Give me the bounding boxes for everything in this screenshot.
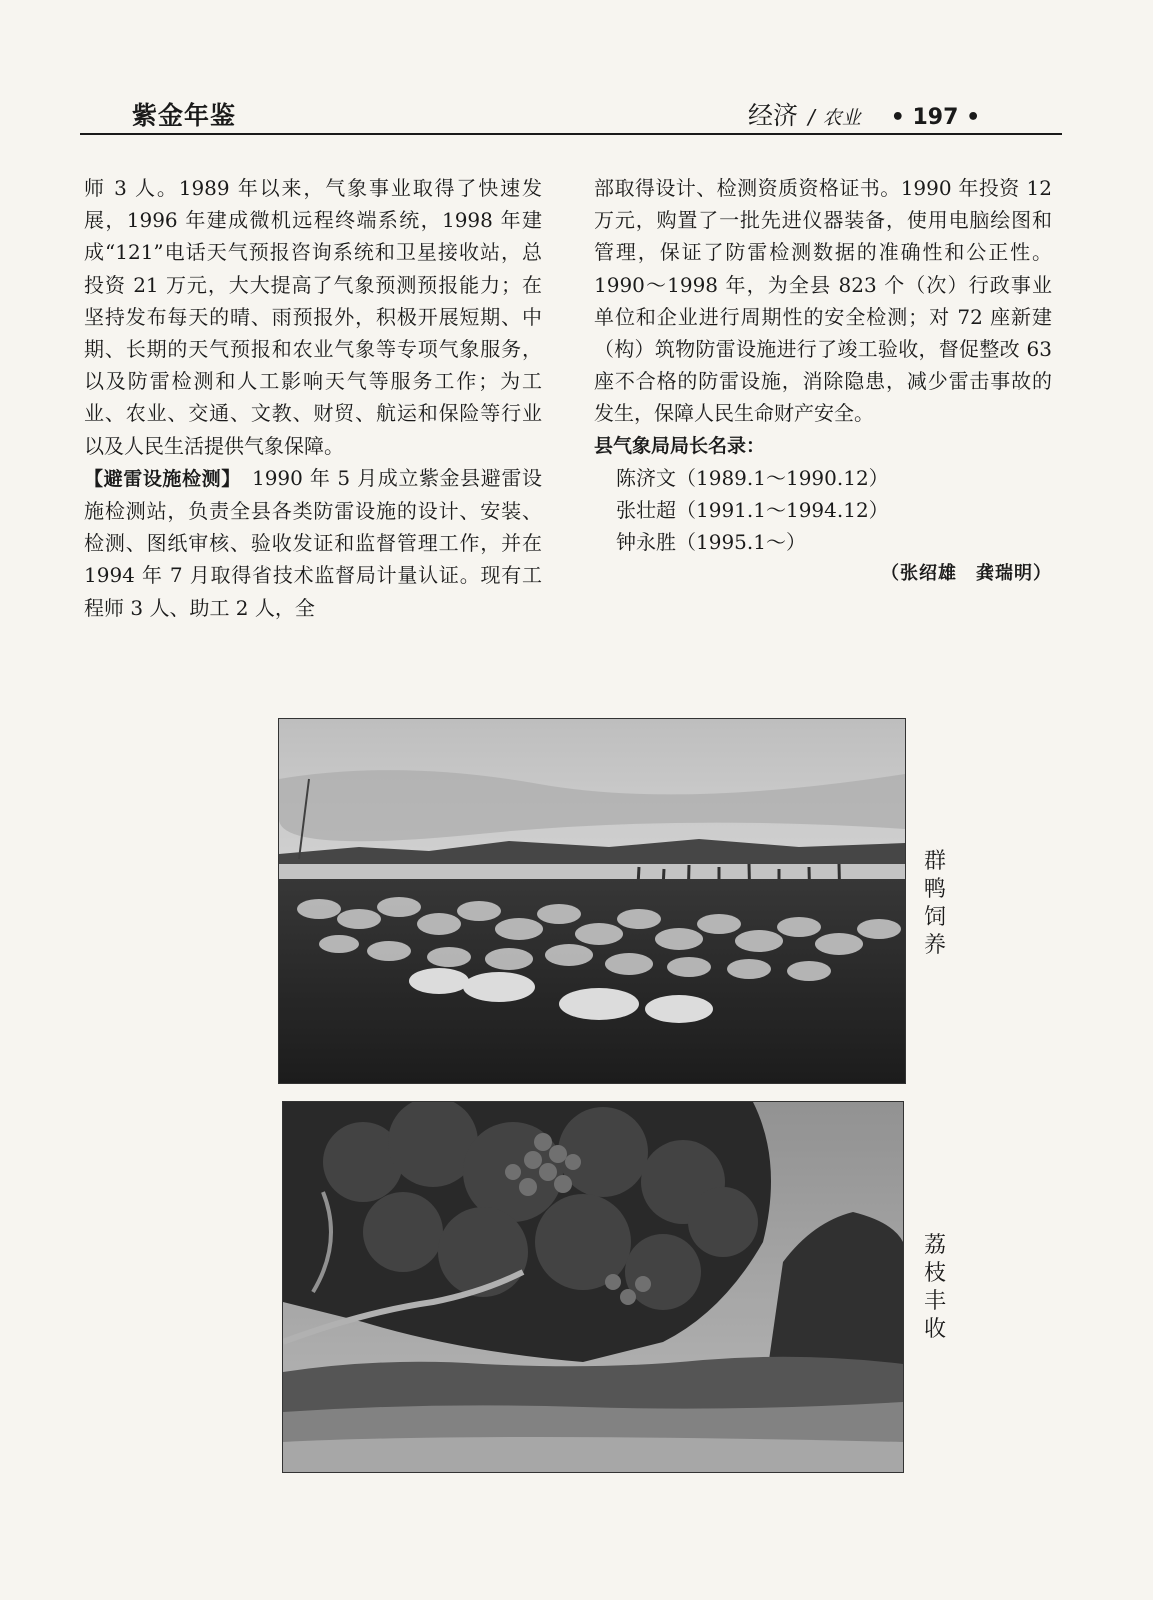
director-entry: 钟永胜（1995.1～） bbox=[616, 530, 806, 555]
header-section bbox=[748, 96, 980, 132]
paragraph bbox=[84, 462, 542, 624]
paragraph-text: 1990 年 5 月成立紫金县避雷设施检测站，负责全县各类防雷设施的设计、安装、检测、图纸审核、验收发证和监督管理工作，并在 1994 年 7 月取得省技术监督局计量认证。现有工程师 3 人、助工 2 人，全 bbox=[84, 465, 542, 620]
header-book-title: 紫金年鉴 bbox=[132, 101, 237, 130]
duck-farming-photo bbox=[278, 718, 906, 1084]
left-column bbox=[84, 172, 542, 624]
director-entry: 陈济文（1989.1～1990.12） bbox=[616, 465, 889, 490]
duck-photo-caption: 群鸭饲养 bbox=[923, 849, 946, 958]
header-rule bbox=[80, 133, 1062, 135]
header-section-name: 经济 bbox=[748, 101, 799, 130]
lychee-harvest-photo bbox=[282, 1101, 904, 1473]
header-separator: / bbox=[808, 105, 815, 129]
page-number: • 197 • bbox=[890, 105, 981, 130]
director-entry: 张壮超（1991.1～1994.12） bbox=[616, 498, 889, 523]
right-column bbox=[594, 172, 1052, 591]
paragraph: 部取得设计、检测资质资格证书。1990 年投资 12 万元，购置了一批先进仪器装备，使用电脑绘图和管理，保证了防雷检测数据的准确性和公正性。1990～1998 年，为全县 823 个（次）行政事业单位和企业进行周期性的安全检测；对 72 座新建（构）筑物防雷设施进行了竣工验收，督促整改 63 座不合格的防雷设施，消除隐患，减少雷击事故的发生，保障人民生命财产安全。 bbox=[594, 176, 1052, 426]
author-credit: （张绍雄 龚瑞明） bbox=[881, 563, 1052, 585]
paragraph: 师 3 人。1989 年以来，气象事业取得了快速发展，1996 年建成微机远程终端系统，1998 年建成“121”电话天气预报咨询系统和卫星接收站，总投资 21 万元，大大提高了气象预测预报能力；在坚持发布每天的晴、雨预报外，积极开展短期、中期、长期的天气预报和农业气象等专项气象服务，以及防雷检测和人工影响天气等服务工作；为工业、农业、交通、文教、财贸、航运和保险等行业以及人民生活提供气象保障。 bbox=[84, 176, 542, 458]
header-subsection: 农业 bbox=[822, 107, 861, 129]
directors-list-title: 县气象局局长名录： bbox=[594, 434, 766, 457]
section-heading: 【避雷设施检测】 bbox=[84, 467, 232, 490]
lychee-photo-caption: 荔枝丰收 bbox=[923, 1233, 946, 1342]
